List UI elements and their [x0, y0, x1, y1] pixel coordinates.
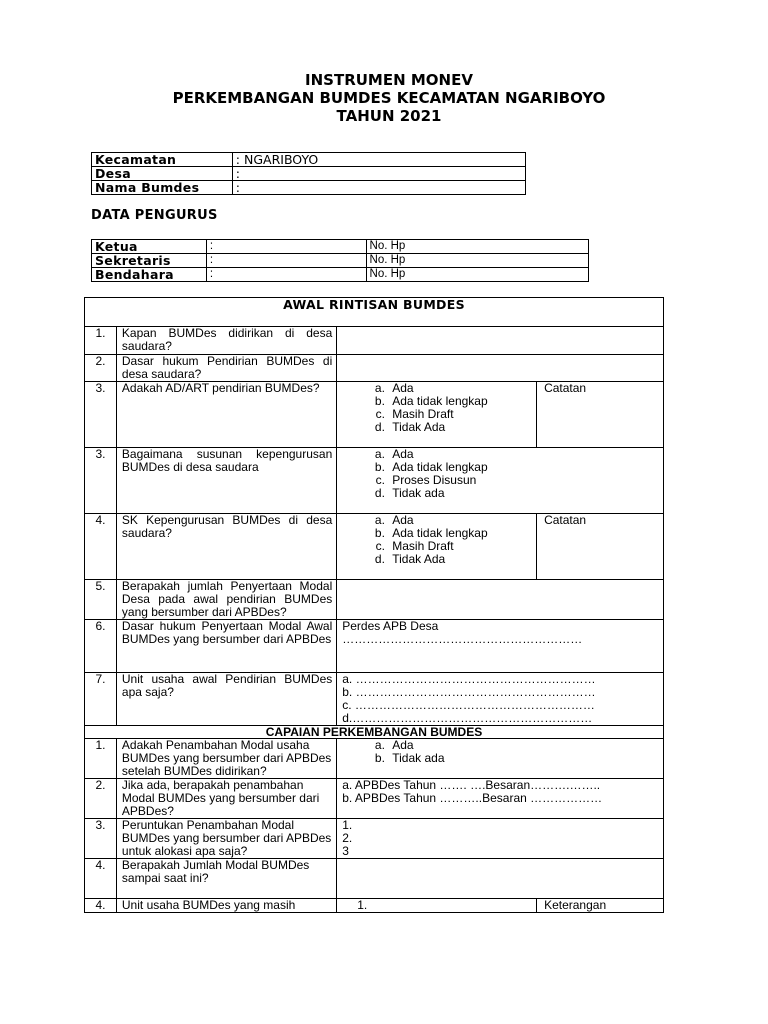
option-item[interactable]: b. Ada tidak lengkap [388, 395, 533, 408]
option-item[interactable]: c. Proses Disusun [388, 474, 660, 487]
note-field: Catatan [537, 382, 664, 448]
desa-value: : [232, 167, 525, 181]
option-item[interactable]: c. Masih Draft [388, 408, 533, 421]
pengurus-hp-field: No. Hp [366, 240, 588, 254]
question-row [85, 580, 664, 620]
answer-options [337, 514, 537, 580]
question-number: 5. [85, 580, 117, 620]
option-item[interactable]: d. Tidak ada [388, 487, 660, 500]
question-text: SK Kepengurusan BUMDes di desa saudara? [116, 514, 336, 580]
pengurus-row [92, 254, 589, 268]
option-item[interactable]: c. Masih Draft [388, 540, 533, 553]
question-number: 1. [85, 327, 117, 355]
unit-item: 1. [337, 899, 537, 913]
answer-options [337, 382, 537, 448]
answer-line: d.…………………………………………………… [342, 711, 593, 725]
question-number: 3. [85, 448, 117, 514]
answer-field [337, 327, 664, 355]
question-text: Berapakah jumlah Penyertaan Modal Desa pada awal pendirian BUMDes yang bersumber dari APBDes? [116, 580, 336, 620]
data-pengurus-heading: DATA PENGURUS [91, 208, 218, 223]
answer-field [337, 580, 664, 620]
answer-options [337, 448, 664, 514]
answer-line: b. …………………………………………………… [342, 685, 596, 699]
answer-line: 1. [342, 818, 353, 832]
awal-header-row [85, 298, 664, 327]
awal-section-header: AWAL RINTISAN BUMDES [85, 298, 664, 327]
answer-field [337, 859, 664, 899]
document-title-line1: INSTRUMEN MONEV [305, 71, 473, 89]
answer-line: 2. [342, 831, 353, 845]
pengurus-role: Bendahara [92, 268, 207, 282]
question-text: Unit usaha BUMDes yang masih [116, 899, 336, 913]
question-number: 2. [85, 779, 117, 819]
question-row [85, 327, 664, 355]
question-number: 3. [85, 382, 117, 448]
option-item[interactable]: d. Tidak Ada [388, 421, 533, 434]
question-text: Dasar hukum Pendirian BUMDes di desa saudara? [116, 355, 336, 382]
question-row [85, 673, 664, 726]
answer-line: …………………………………………………… [342, 632, 583, 646]
pengurus-table [91, 239, 589, 282]
question-row [85, 779, 664, 819]
question-text: Kapan BUMDes didirikan di desa saudara? [116, 327, 336, 355]
note-field: Keterangan [537, 899, 664, 913]
option-item[interactable]: b. Ada tidak lengkap [388, 527, 533, 540]
answer-line: c. …………………………………………………… [342, 698, 595, 712]
pengurus-name-field: : [206, 268, 366, 282]
capaian-header-row [85, 726, 664, 739]
question-number: 7. [85, 673, 117, 726]
pengurus-hp-field: No. Hp [366, 254, 588, 268]
option-item[interactable]: a. Ada [388, 514, 533, 527]
question-number: 4. [85, 899, 117, 913]
question-text: Jika ada, berapakah penambahan Modal BUMDes yang bersumber dari APBDes? [116, 779, 336, 819]
question-text: Unit usaha awal Pendirian BUMDes apa saja? [116, 673, 336, 726]
question-row [85, 899, 664, 913]
option-item[interactable]: a. Ada [388, 739, 660, 752]
question-row [85, 819, 664, 859]
question-row [85, 620, 664, 673]
question-row [85, 448, 664, 514]
info-table [91, 152, 526, 195]
answer-field [337, 673, 664, 726]
question-text: Dasar hukum Penyertaan Modal Awal BUMDes yang bersumber dari APBDes [116, 620, 336, 673]
question-row [85, 739, 664, 779]
answer-field [337, 355, 664, 382]
note-field: Catatan [537, 514, 664, 580]
option-item[interactable]: d. Tidak Ada [388, 553, 533, 566]
pengurus-role: Ketua [92, 240, 207, 254]
answer-line: a. APBDes Tahun ……. ….Besaran……….…….. [342, 778, 601, 792]
answer-line: 3 [342, 844, 349, 858]
answer-line: Perdes APB Desa [342, 619, 439, 633]
bumdes-label: Nama Bumdes [92, 181, 233, 195]
question-number: 6. [85, 620, 117, 673]
pengurus-row [92, 268, 589, 282]
answer-options [337, 739, 664, 779]
answer-line: a. …………………………………………………… [342, 672, 596, 686]
bumdes-value: : [232, 181, 525, 195]
question-text: Adakah AD/ART pendirian BUMDes? [116, 382, 336, 448]
answer-line: b. APBDes Tahun ………..Besaran ……………… [342, 791, 603, 805]
answer-field [337, 779, 664, 819]
document-title-line3: TAHUN 2021 [336, 107, 442, 125]
answer-field [337, 819, 664, 859]
pengurus-name-field: : [206, 254, 366, 268]
option-item[interactable]: b. Tidak ada [388, 752, 660, 765]
kecamatan-label: Kecamatan [92, 153, 233, 167]
option-item[interactable]: a. Ada [388, 382, 533, 395]
info-row-desa [92, 167, 526, 181]
question-row [85, 355, 664, 382]
desa-label: Desa [92, 167, 233, 181]
question-row [85, 514, 664, 580]
document-title-line2: PERKEMBANGAN BUMDES KECAMATAN NGARIBOYO [172, 89, 606, 107]
answer-field [337, 620, 664, 673]
pengurus-name-field: : [206, 240, 366, 254]
question-number: 4. [85, 859, 117, 899]
option-item[interactable]: a. Ada [388, 448, 660, 461]
info-row-bumdes [92, 181, 526, 195]
capaian-section-header: CAPAIAN PERKEMBANGAN BUMDES [85, 726, 664, 739]
question-text: Bagaimana susunan kepengurusan BUMDes di desa saudara [116, 448, 336, 514]
question-number: 4. [85, 514, 117, 580]
question-number: 3. [85, 819, 117, 859]
option-item[interactable]: b. Ada tidak lengkap [388, 461, 660, 474]
question-row [85, 859, 664, 899]
pengurus-hp-field: No. Hp [366, 268, 588, 282]
question-number: 1. [85, 739, 117, 779]
question-row [85, 382, 664, 448]
question-text: Peruntukan Penambahan Modal BUMDes yang bersumber dari APBDes untuk alokasi apa saja? [116, 819, 336, 859]
kecamatan-value: : NGARIBOYO [232, 153, 525, 167]
questionnaire-table [84, 297, 664, 913]
question-text: Berapakah Jumlah Modal BUMDes sampai saat ini? [116, 859, 336, 899]
question-text: Adakah Penambahan Modal usaha BUMDes yang bersumber dari APBDes setelah BUMDes didirikan? [116, 739, 336, 779]
info-row-kecamatan [92, 153, 526, 167]
question-number: 2. [85, 355, 117, 382]
pengurus-row [92, 240, 589, 254]
pengurus-role: Sekretaris [92, 254, 207, 268]
